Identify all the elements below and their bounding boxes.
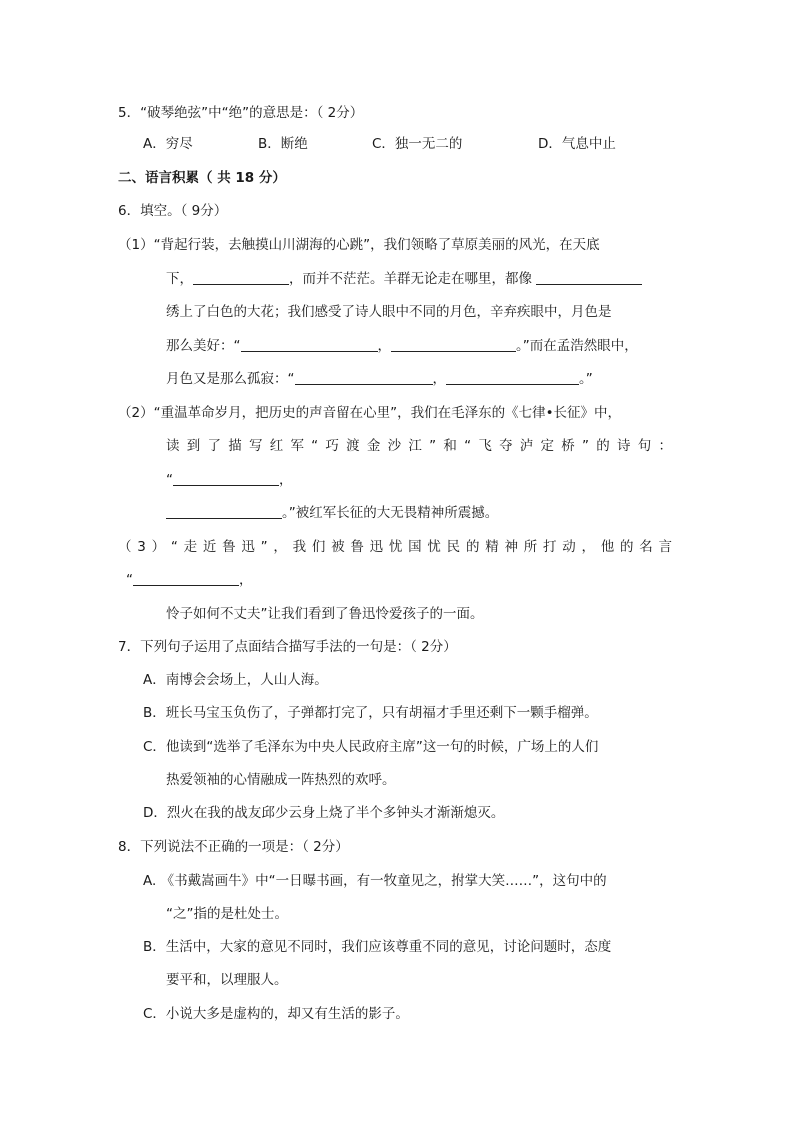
text: ，	[279, 472, 293, 488]
q6-p2-line4	[166, 504, 498, 522]
text: “	[126, 572, 133, 588]
text: 那么美好：“	[166, 338, 241, 354]
q6-p1-line3: 绣上了白色的大花；我们感受了诗人眼中不同的月色，辛弃疾眼中，月色是	[166, 304, 612, 320]
q6-p2-line1: （2）“重温革命岁月，把历史的声音留在心里”，我们在毛泽东的《七律•长征》中，	[118, 405, 622, 421]
blank-field[interactable]	[295, 370, 433, 385]
text: ，而并不茫茫。羊群无论走在哪里，都像	[289, 271, 532, 287]
blank-field[interactable]	[133, 571, 239, 586]
q6-p3-line2	[126, 571, 253, 589]
q8-option-a-line2: “之”指的是杜处士。	[166, 906, 288, 922]
blank-field[interactable]	[241, 337, 378, 352]
blank-field[interactable]	[166, 504, 282, 519]
q6-stem: 6．填空。（ 9分）	[118, 203, 228, 219]
text: 。”被红军长征的大无畏精神所震撼。	[282, 505, 499, 521]
blank-field[interactable]	[446, 370, 579, 385]
blank-field[interactable]	[173, 471, 279, 486]
section2-heading: 二、语言积累（ 共 18 分）	[118, 170, 286, 186]
text: ，	[432, 371, 446, 387]
text: 下，	[166, 271, 193, 287]
q6-p1-line2	[166, 270, 642, 288]
q7-option-c-line2: 热爱领袖的心情融成一阵热烈的欢呼。	[166, 772, 396, 788]
q7-stem: 7．下列句子运用了点面结合描写手法的一句是：（ 2分）	[118, 639, 457, 655]
q8-option-a-line1: A. 《书戴嵩画牛》中“一日曝书画，有一牧童见之，拊掌大笑……”，这句中的	[143, 873, 607, 889]
q5-option-b: B．断绝	[258, 136, 308, 152]
text: 月色又是那么孤寂：“	[166, 371, 295, 387]
q8-option-c: C．小说大多是虚构的，却又有生活的影子。	[143, 1006, 409, 1022]
q7-option-c-line1: C．他读到“选举了毛泽东为中央人民政府主席”这一句的时候，广场上的人们	[143, 739, 599, 755]
q6-p1-line4	[166, 337, 638, 355]
text: 。”而在孟浩然眼中，	[516, 338, 638, 354]
q7-option-a: A．南博会会场上，人山人海。	[143, 672, 328, 688]
q6-p1-line5	[166, 370, 593, 388]
blank-field[interactable]	[193, 270, 289, 285]
q7-option-b: B．班长马宝玉负伤了，子弹都打完了，只有胡福才手里还剩下一颗手榴弹。	[143, 705, 598, 721]
q7-option-d: D．烈火在我的战友邱少云身上烧了半个多钟头才渐渐熄灭。	[143, 805, 505, 821]
text: “	[166, 472, 173, 488]
text: 。”	[579, 371, 593, 387]
q5-option-d: D．气息中止	[538, 136, 616, 152]
q6-p3-line3: 怜子如何不丈夫”让我们看到了鲁迅怜爱孩子的一面。	[166, 606, 484, 622]
q8-option-b-line2: 要平和，以理服人。	[166, 972, 288, 988]
q8-stem: 8．下列说法不正确的一项是：（ 2分）	[118, 839, 349, 855]
blank-field[interactable]	[536, 270, 642, 285]
text: ，	[377, 338, 391, 354]
q6-p3-line1: （3）“走近鲁迅”，我们被鲁迅忧国忧民的精神所打动，他的名言	[118, 539, 672, 555]
q5-option-c: C．独一无二的	[372, 136, 463, 152]
q6-p2-line3	[166, 471, 293, 489]
q6-p2-line2: 读到了描写红军“巧渡金沙江”和“飞夺泸定桥”的诗句：	[166, 438, 672, 454]
q5-option-a: A．穷尽	[143, 136, 193, 152]
q8-option-b-line1: B．生活中，大家的意见不同时，我们应该尊重不同的意见，讨论问题时，态度	[143, 939, 612, 955]
q6-p1-line1: （1）“背起行装，去触摸山川湖海的心跳”，我们领略了草原美丽的风光，在天底	[118, 237, 600, 253]
blank-field[interactable]	[391, 337, 516, 352]
q5-stem: 5．“破琴绝弦”中“绝”的意思是：（ 2分）	[118, 105, 364, 121]
text: ，	[239, 572, 253, 588]
